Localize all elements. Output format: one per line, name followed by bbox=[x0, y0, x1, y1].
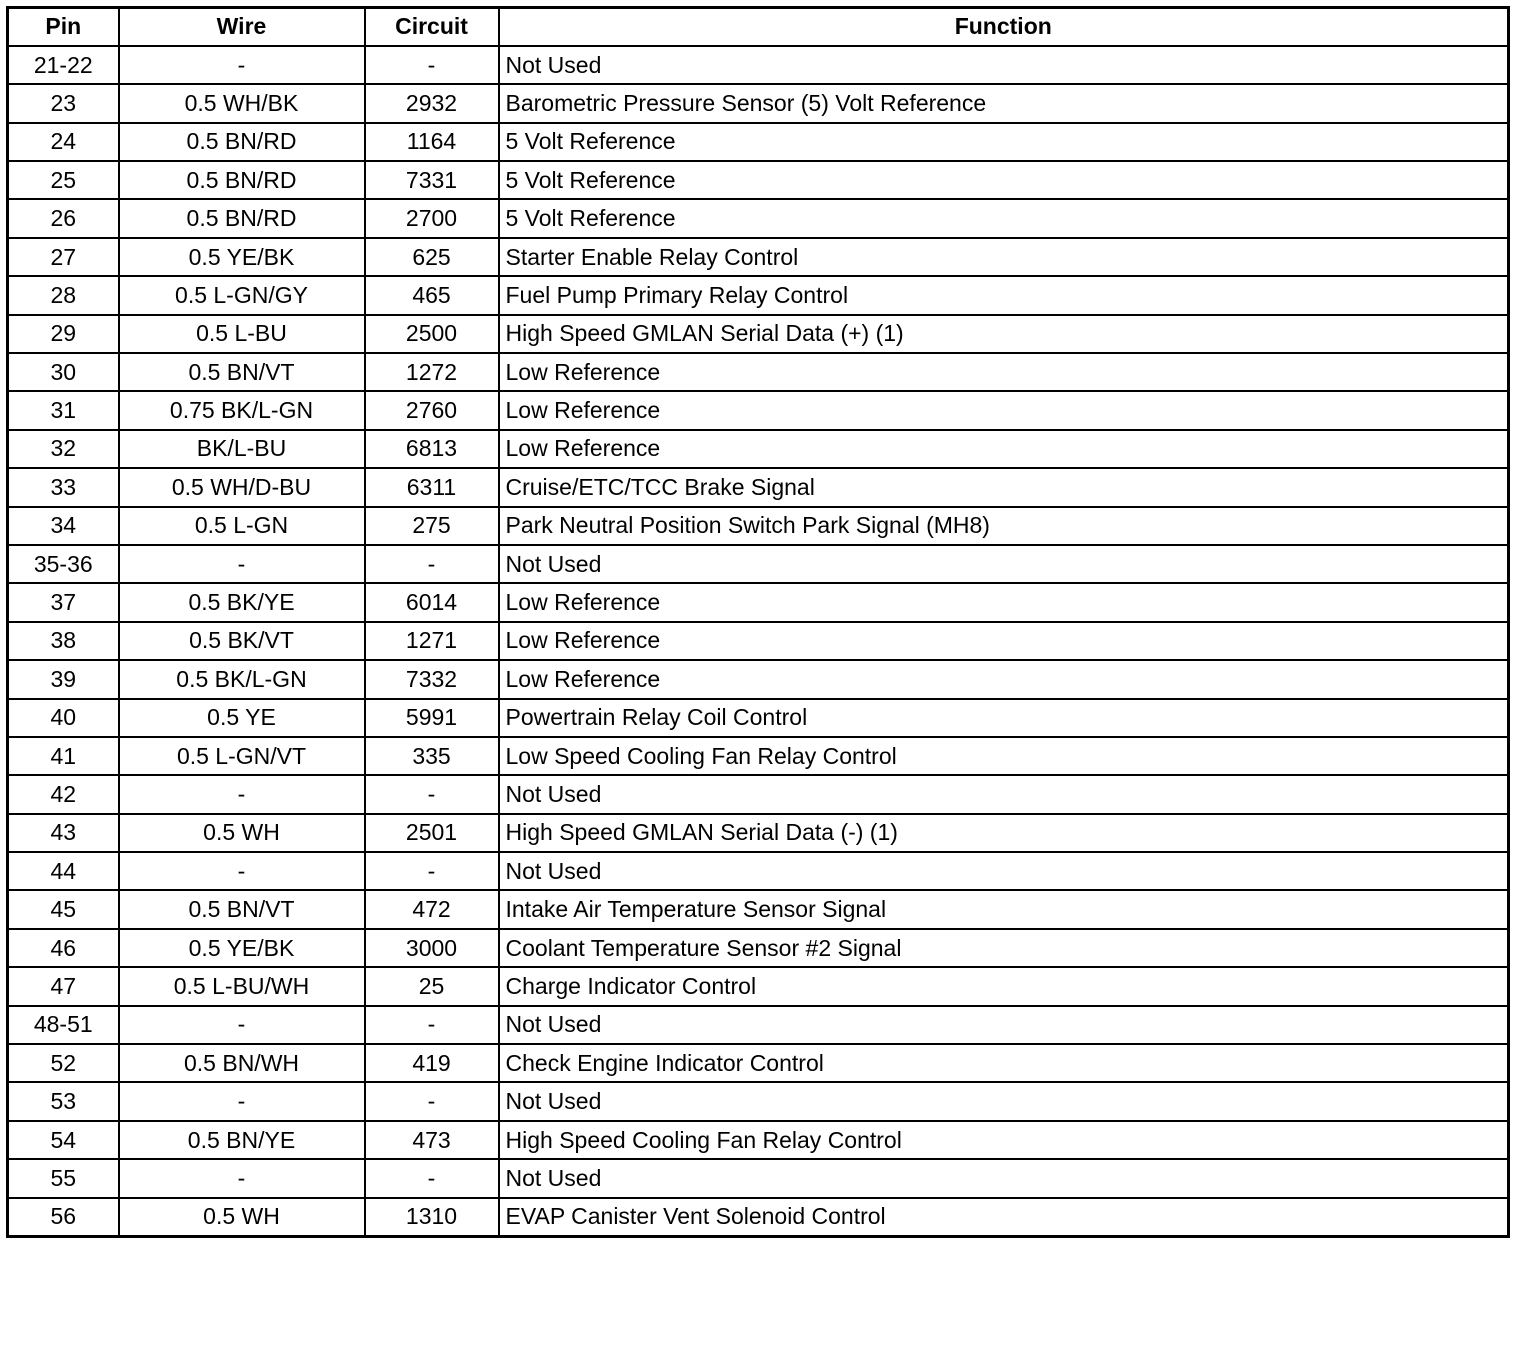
table-row bbox=[8, 238, 1509, 276]
cell-function: Not Used bbox=[499, 46, 1509, 84]
cell-wire: - bbox=[119, 1082, 365, 1120]
cell-function: Not Used bbox=[499, 1159, 1509, 1197]
cell-pin: 52 bbox=[8, 1044, 119, 1082]
cell-wire: 0.5 YE bbox=[119, 699, 365, 737]
cell-circuit: - bbox=[365, 852, 499, 890]
cell-circuit: 2700 bbox=[365, 199, 499, 237]
cell-circuit: 7331 bbox=[365, 161, 499, 199]
cell-circuit: 625 bbox=[365, 238, 499, 276]
header-circuit: Circuit bbox=[365, 8, 499, 46]
header-pin: Pin bbox=[8, 8, 119, 46]
cell-wire: 0.5 BK/L-GN bbox=[119, 660, 365, 698]
cell-circuit: 2500 bbox=[365, 315, 499, 353]
cell-function: Not Used bbox=[499, 775, 1509, 813]
cell-pin: 24 bbox=[8, 123, 119, 161]
cell-pin: 47 bbox=[8, 967, 119, 1005]
header-row bbox=[8, 8, 1509, 46]
cell-circuit: 1272 bbox=[365, 353, 499, 391]
cell-pin: 54 bbox=[8, 1121, 119, 1159]
cell-function: Starter Enable Relay Control bbox=[499, 238, 1509, 276]
table-row bbox=[8, 353, 1509, 391]
cell-circuit: 1164 bbox=[365, 123, 499, 161]
cell-circuit: 2760 bbox=[365, 391, 499, 429]
cell-circuit: 419 bbox=[365, 1044, 499, 1082]
cell-function: Low Reference bbox=[499, 391, 1509, 429]
cell-circuit: 2932 bbox=[365, 84, 499, 122]
table-row bbox=[8, 468, 1509, 506]
cell-wire: 0.5 YE/BK bbox=[119, 238, 365, 276]
cell-pin: 29 bbox=[8, 315, 119, 353]
header-wire: Wire bbox=[119, 8, 365, 46]
cell-circuit: 1271 bbox=[365, 622, 499, 660]
cell-wire: 0.5 BN/VT bbox=[119, 353, 365, 391]
table-row bbox=[8, 1006, 1509, 1044]
cell-function: Park Neutral Position Switch Park Signal (MH8) bbox=[499, 507, 1509, 545]
table-row bbox=[8, 814, 1509, 852]
cell-pin: 38 bbox=[8, 622, 119, 660]
table-row bbox=[8, 84, 1509, 122]
cell-wire: 0.5 L-BU/WH bbox=[119, 967, 365, 1005]
cell-pin: 56 bbox=[8, 1198, 119, 1236]
cell-pin: 30 bbox=[8, 353, 119, 391]
cell-wire: - bbox=[119, 46, 365, 84]
cell-wire: 0.5 L-BU bbox=[119, 315, 365, 353]
cell-wire: 0.75 BK/L-GN bbox=[119, 391, 365, 429]
cell-function: Coolant Temperature Sensor #2 Signal bbox=[499, 929, 1509, 967]
table-row bbox=[8, 46, 1509, 84]
table-row bbox=[8, 161, 1509, 199]
table-row bbox=[8, 583, 1509, 621]
cell-function: 5 Volt Reference bbox=[499, 199, 1509, 237]
cell-wire: 0.5 BK/VT bbox=[119, 622, 365, 660]
cell-pin: 26 bbox=[8, 199, 119, 237]
table-row bbox=[8, 276, 1509, 314]
table-row bbox=[8, 660, 1509, 698]
cell-function: High Speed Cooling Fan Relay Control bbox=[499, 1121, 1509, 1159]
cell-wire: 0.5 BN/RD bbox=[119, 161, 365, 199]
cell-function: Check Engine Indicator Control bbox=[499, 1044, 1509, 1082]
cell-function: High Speed GMLAN Serial Data (-) (1) bbox=[499, 814, 1509, 852]
cell-circuit: - bbox=[365, 46, 499, 84]
cell-circuit: 7332 bbox=[365, 660, 499, 698]
cell-wire: 0.5 BN/WH bbox=[119, 1044, 365, 1082]
table-row bbox=[8, 737, 1509, 775]
cell-wire: 0.5 BN/RD bbox=[119, 199, 365, 237]
cell-function: Not Used bbox=[499, 852, 1509, 890]
cell-function: Powertrain Relay Coil Control bbox=[499, 699, 1509, 737]
cell-function: Low Reference bbox=[499, 430, 1509, 468]
cell-wire: 0.5 WH bbox=[119, 814, 365, 852]
cell-pin: 27 bbox=[8, 238, 119, 276]
cell-pin: 48-51 bbox=[8, 1006, 119, 1044]
cell-pin: 35-36 bbox=[8, 545, 119, 583]
cell-function: Barometric Pressure Sensor (5) Volt Reference bbox=[499, 84, 1509, 122]
cell-wire: - bbox=[119, 1006, 365, 1044]
cell-pin: 43 bbox=[8, 814, 119, 852]
table-row bbox=[8, 929, 1509, 967]
cell-circuit: 6311 bbox=[365, 468, 499, 506]
table-row bbox=[8, 545, 1509, 583]
table-row bbox=[8, 430, 1509, 468]
table-row bbox=[8, 1082, 1509, 1120]
cell-pin: 53 bbox=[8, 1082, 119, 1120]
cell-wire: 0.5 L-GN/GY bbox=[119, 276, 365, 314]
table-row bbox=[8, 890, 1509, 928]
cell-circuit: 3000 bbox=[365, 929, 499, 967]
cell-wire: 0.5 BN/YE bbox=[119, 1121, 365, 1159]
cell-wire: 0.5 BN/RD bbox=[119, 123, 365, 161]
cell-circuit: 473 bbox=[365, 1121, 499, 1159]
cell-circuit: 335 bbox=[365, 737, 499, 775]
cell-function: Not Used bbox=[499, 545, 1509, 583]
cell-function: Intake Air Temperature Sensor Signal bbox=[499, 890, 1509, 928]
table-row bbox=[8, 123, 1509, 161]
cell-circuit: 1310 bbox=[365, 1198, 499, 1236]
cell-circuit: 275 bbox=[365, 507, 499, 545]
table-row bbox=[8, 1121, 1509, 1159]
cell-function: High Speed GMLAN Serial Data (+) (1) bbox=[499, 315, 1509, 353]
cell-pin: 23 bbox=[8, 84, 119, 122]
table-row bbox=[8, 391, 1509, 429]
cell-wire: - bbox=[119, 775, 365, 813]
cell-circuit: 25 bbox=[365, 967, 499, 1005]
cell-circuit: 6014 bbox=[365, 583, 499, 621]
table-row bbox=[8, 622, 1509, 660]
cell-wire: - bbox=[119, 545, 365, 583]
table-row bbox=[8, 1198, 1509, 1236]
cell-function: Low Reference bbox=[499, 622, 1509, 660]
cell-function: Low Reference bbox=[499, 660, 1509, 698]
cell-wire: 0.5 YE/BK bbox=[119, 929, 365, 967]
cell-wire: 0.5 WH/BK bbox=[119, 84, 365, 122]
connector-pin-table bbox=[6, 6, 1510, 1238]
table-row bbox=[8, 699, 1509, 737]
cell-circuit: 472 bbox=[365, 890, 499, 928]
cell-circuit: - bbox=[365, 1159, 499, 1197]
cell-pin: 55 bbox=[8, 1159, 119, 1197]
cell-wire: 0.5 L-GN/VT bbox=[119, 737, 365, 775]
cell-wire: 0.5 WH bbox=[119, 1198, 365, 1236]
cell-pin: 25 bbox=[8, 161, 119, 199]
cell-function: Cruise/ETC/TCC Brake Signal bbox=[499, 468, 1509, 506]
cell-pin: 37 bbox=[8, 583, 119, 621]
table-header bbox=[8, 8, 1509, 46]
cell-circuit: 5991 bbox=[365, 699, 499, 737]
cell-function: Charge Indicator Control bbox=[499, 967, 1509, 1005]
cell-pin: 40 bbox=[8, 699, 119, 737]
cell-function: 5 Volt Reference bbox=[499, 123, 1509, 161]
cell-function: 5 Volt Reference bbox=[499, 161, 1509, 199]
cell-circuit: - bbox=[365, 1006, 499, 1044]
cell-wire: - bbox=[119, 1159, 365, 1197]
cell-pin: 44 bbox=[8, 852, 119, 890]
cell-circuit: - bbox=[365, 775, 499, 813]
table-row bbox=[8, 1159, 1509, 1197]
header-function: Function bbox=[499, 8, 1509, 46]
table-row bbox=[8, 507, 1509, 545]
table-row bbox=[8, 967, 1509, 1005]
cell-circuit: 2501 bbox=[365, 814, 499, 852]
cell-circuit: - bbox=[365, 545, 499, 583]
cell-pin: 32 bbox=[8, 430, 119, 468]
cell-pin: 28 bbox=[8, 276, 119, 314]
cell-wire: - bbox=[119, 852, 365, 890]
table-row bbox=[8, 315, 1509, 353]
cell-pin: 34 bbox=[8, 507, 119, 545]
table-row bbox=[8, 852, 1509, 890]
cell-wire: 0.5 L-GN bbox=[119, 507, 365, 545]
cell-wire: 0.5 BN/VT bbox=[119, 890, 365, 928]
cell-pin: 21-22 bbox=[8, 46, 119, 84]
table-row bbox=[8, 1044, 1509, 1082]
cell-function: EVAP Canister Vent Solenoid Control bbox=[499, 1198, 1509, 1236]
cell-pin: 41 bbox=[8, 737, 119, 775]
cell-pin: 46 bbox=[8, 929, 119, 967]
table-body bbox=[8, 46, 1509, 1236]
cell-function: Not Used bbox=[499, 1006, 1509, 1044]
cell-function: Fuel Pump Primary Relay Control bbox=[499, 276, 1509, 314]
cell-circuit: 465 bbox=[365, 276, 499, 314]
cell-wire: 0.5 BK/YE bbox=[119, 583, 365, 621]
cell-pin: 45 bbox=[8, 890, 119, 928]
cell-circuit: 6813 bbox=[365, 430, 499, 468]
cell-wire: 0.5 WH/D-BU bbox=[119, 468, 365, 506]
cell-function: Not Used bbox=[499, 1082, 1509, 1120]
cell-pin: 42 bbox=[8, 775, 119, 813]
cell-pin: 39 bbox=[8, 660, 119, 698]
cell-wire: BK/L-BU bbox=[119, 430, 365, 468]
table-row bbox=[8, 775, 1509, 813]
cell-function: Low Reference bbox=[499, 353, 1509, 391]
cell-function: Low Speed Cooling Fan Relay Control bbox=[499, 737, 1509, 775]
cell-circuit: - bbox=[365, 1082, 499, 1120]
cell-pin: 33 bbox=[8, 468, 119, 506]
cell-function: Low Reference bbox=[499, 583, 1509, 621]
table-row bbox=[8, 199, 1509, 237]
cell-pin: 31 bbox=[8, 391, 119, 429]
